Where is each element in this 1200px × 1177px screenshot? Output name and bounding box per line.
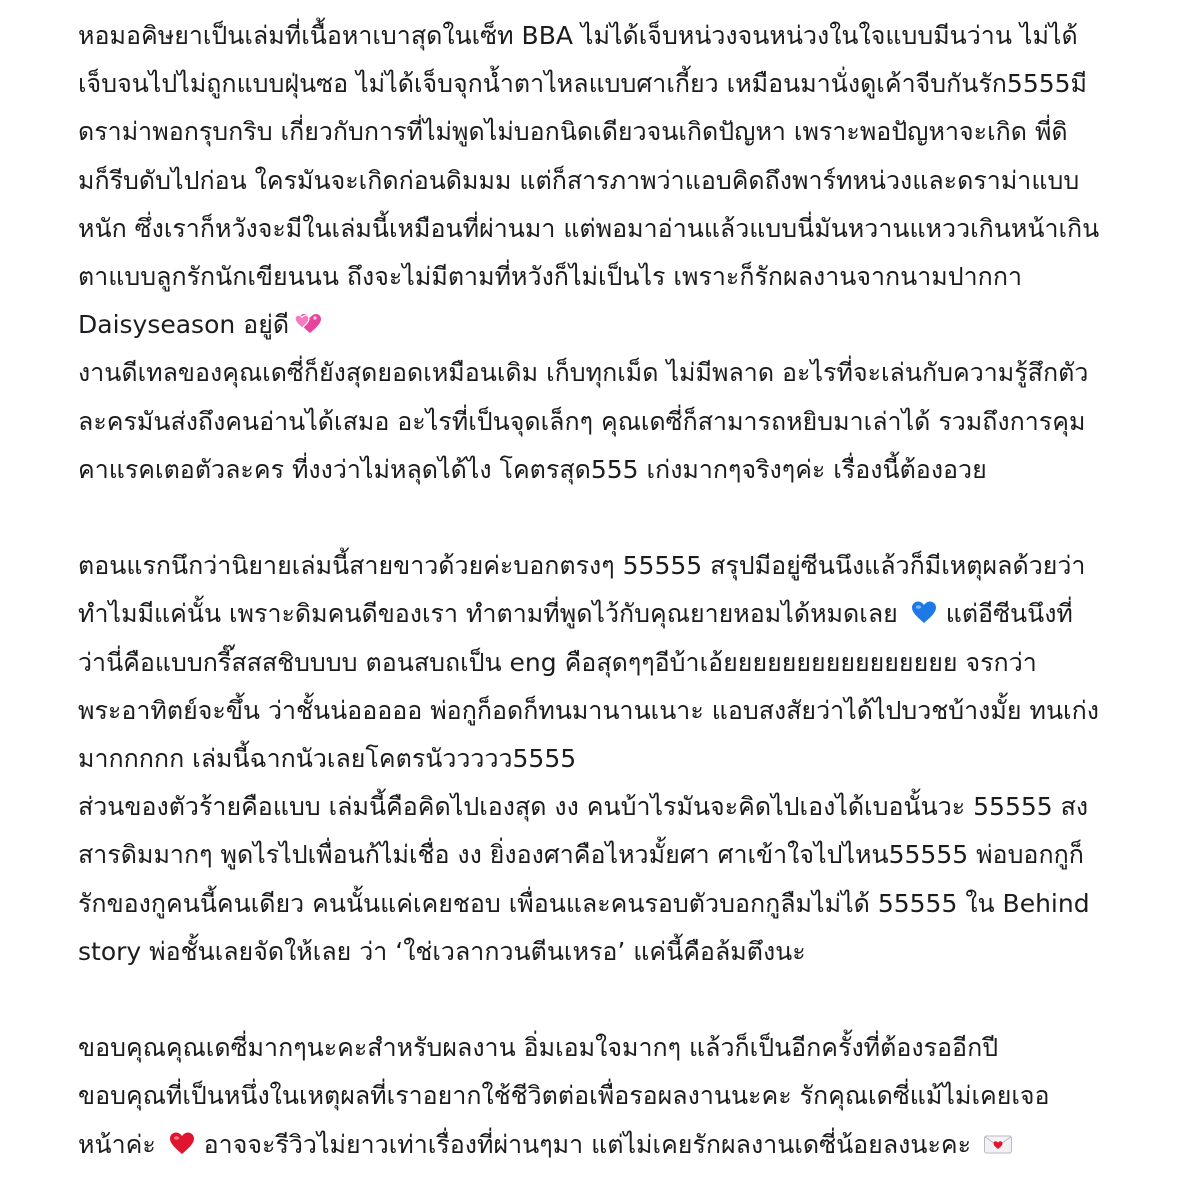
text-line: งานดีเทลของคุณเดซี่ก็ยังสุดยอดเหมือนเดิม เก็บทุกเม็ด ไม่มีพลาด อะไรที่จะเล่นกับความรู้สึกตัว (78, 358, 1089, 388)
red-heart-icon (168, 1130, 196, 1156)
text-line: ส่วนของตัวร้ายคือแบบ เล่มนี้คือคิดไปเองสุด งง คนบ้าไรมันจะคิดไปเองได้เบอนั้นวะ 55555 สง (78, 792, 1089, 822)
paragraph-details (78, 349, 1130, 494)
text-line: ตอนแรกนึกว่านิยายเล่มนี้สายขาวด้วยค่ะบอกตรงๆ 55555 สรุปมีอยู่ซีนนึงแล้วก็มีเหตุผลด้วยว่า (78, 551, 1086, 581)
paragraph-first-impression (78, 542, 1130, 783)
text-line: หนัก ซึ่งเราก็หวังจะมีในเล่มนี้เหมือนที่ผ่านมา แต่พอมาอ่านแล้วแบบนี่มันหวานแหววเกินหน้าเกิน (78, 213, 1100, 243)
text-line: ขอบคุณคุณเดซี่มากๆนะคะสำหรับผลงาน อิ่มเอมใจมากๆ แล้วก็เป็นอีกครั้งที่ต้องรออีกปี (78, 1033, 999, 1063)
text-line: Daisyseason อยู่ดี (78, 310, 290, 340)
text-line: สารดิมมากๆ พูดไรไปเพื่อนก้ไม่เชื่อ งง ยิ่งองศาคือไหวมั้ยศา ศาเข้าใจไปไหน55555 พ่อบอกกูก็ (78, 840, 1084, 870)
text-line: ขอบคุณที่เป็นหนึ่งในเหตุผลที่เราอยากใช้ชีวิตต่อเพื่อรอผลงานนะคะ รักคุณเดซี่แม้ไม่เคยเจอ (78, 1081, 1050, 1111)
text-line: หอมอคิษยาเป็นเล่มที่เนื้อหาเบาสุดในเซ็ท BBA ไม่ได้เจ็บหน่วงจนหน่วงในใจแบบมีนว่าน ไม่ได้ (78, 21, 1078, 50)
text-line: อาจจะรีวิวไม่ยาวเท่าเรื่องที่ผ่านๆมา แต่ไม่เคยรักผลงานเดซี่น้อยลงนะคะ (203, 1129, 972, 1159)
text-line: story พ่อชั้นเลยจัดให้เลย ว่า ‘ใช่เวลากวนตีนเหรอ’ แค่นี้คือล้มตึงนะ (78, 936, 806, 966)
paragraph-villain (78, 783, 1130, 976)
text-line-with-emoji (78, 590, 1130, 638)
text-line-with-emoji (78, 1121, 1130, 1169)
paragraph-overview (78, 12, 1130, 349)
text-line: ละครมันส่งถึงคนอ่านได้เสมอ อะไรที่เป็นจุดเล็กๆ คุณเดซี่ก็สามารถหยิบมาเล่าได้ รวมถึงการคุม (78, 406, 1086, 436)
paragraph-gap (78, 494, 1130, 542)
text-line: ดราม่าพอกรุบกริบ เกี่ยวกับการที่ไม่พูดไม่บอกนิดเดียวจนเกิดปัญหา เพราะพอปัญหาจะเกิด พี่ดิ (78, 117, 1068, 147)
text-line: แต่อีซีนนึงที่ (945, 599, 1073, 629)
text-line: ทำไมมีแค่นั้น เพราะดิมคนดีของเรา ทำตามที่พูดไว้กับคุณยายหอมได้หมดเลย (78, 599, 898, 629)
text-line: ตาแบบลูกรักนักเขียนนน ถึงจะไม่มีตามที่หวังก็ไม่เป็นไร เพราะก็รักผลงานจากนามปากกา (78, 262, 1022, 292)
text-line: ว่านี่คือแบบกรี๊สสสชิบบบบ ตอนสบถเป็น eng คือสุดๆๆอีบ้าเอ้ยยยยยยยยยยยยยยยย จรกว่า (78, 647, 1037, 677)
text-line: เจ็บจนไปไม่ถูกแบบฝุ่นซอ ไม่ได้เจ็บจุกน้ำตาไหลแบบศาเกี้ยว เหมือนมานั่งดูเค้าจีบกันรัก5555มี (78, 69, 1088, 99)
text-line: มากกกกก เล่มนี้ฉากนัวเลยโคตรนัววววว5555 (78, 744, 577, 774)
text-line: พระอาทิตย์จะขึ้น ว่าชั้นน่อออออ พ่อกูก็อดก็ทนมานานเนาะ แอบสงสัยว่าได้ไปบวชบ้างมั้ย ทนเก่ง (78, 695, 1099, 725)
text-line: หน้าค่ะ (78, 1129, 156, 1159)
text-line: มก็รีบดับไปก่อน ใครมันจะเกิดก่อนดิมมม แต่ก็สารภาพว่าแอบคิดถึงพาร์ทหน่วงและดราม่าแบบ (78, 165, 1080, 195)
love-letter-icon (983, 1132, 1013, 1156)
blue-heart-icon (910, 599, 938, 625)
text-line: คาแรคเตอตัวละคร ที่งงว่าไม่หลุดได้ไง โคตรสุด555 เก่งมากๆจริงๆค่ะ เรื่องนี้ต้องอวย (78, 454, 987, 484)
text-line-with-emoji (78, 301, 1130, 349)
two-pink-hearts-icon (293, 310, 323, 336)
paragraph-thanks (78, 1024, 1130, 1169)
paragraph-gap (78, 976, 1130, 1024)
text-line: รักของกูคนนี้คนเดียว คนนั้นแค่เคยชอบ เพื่อนและคนรอบตัวบอกกูลืมไม่ได้ 55555 ใน Behind (78, 888, 1090, 918)
